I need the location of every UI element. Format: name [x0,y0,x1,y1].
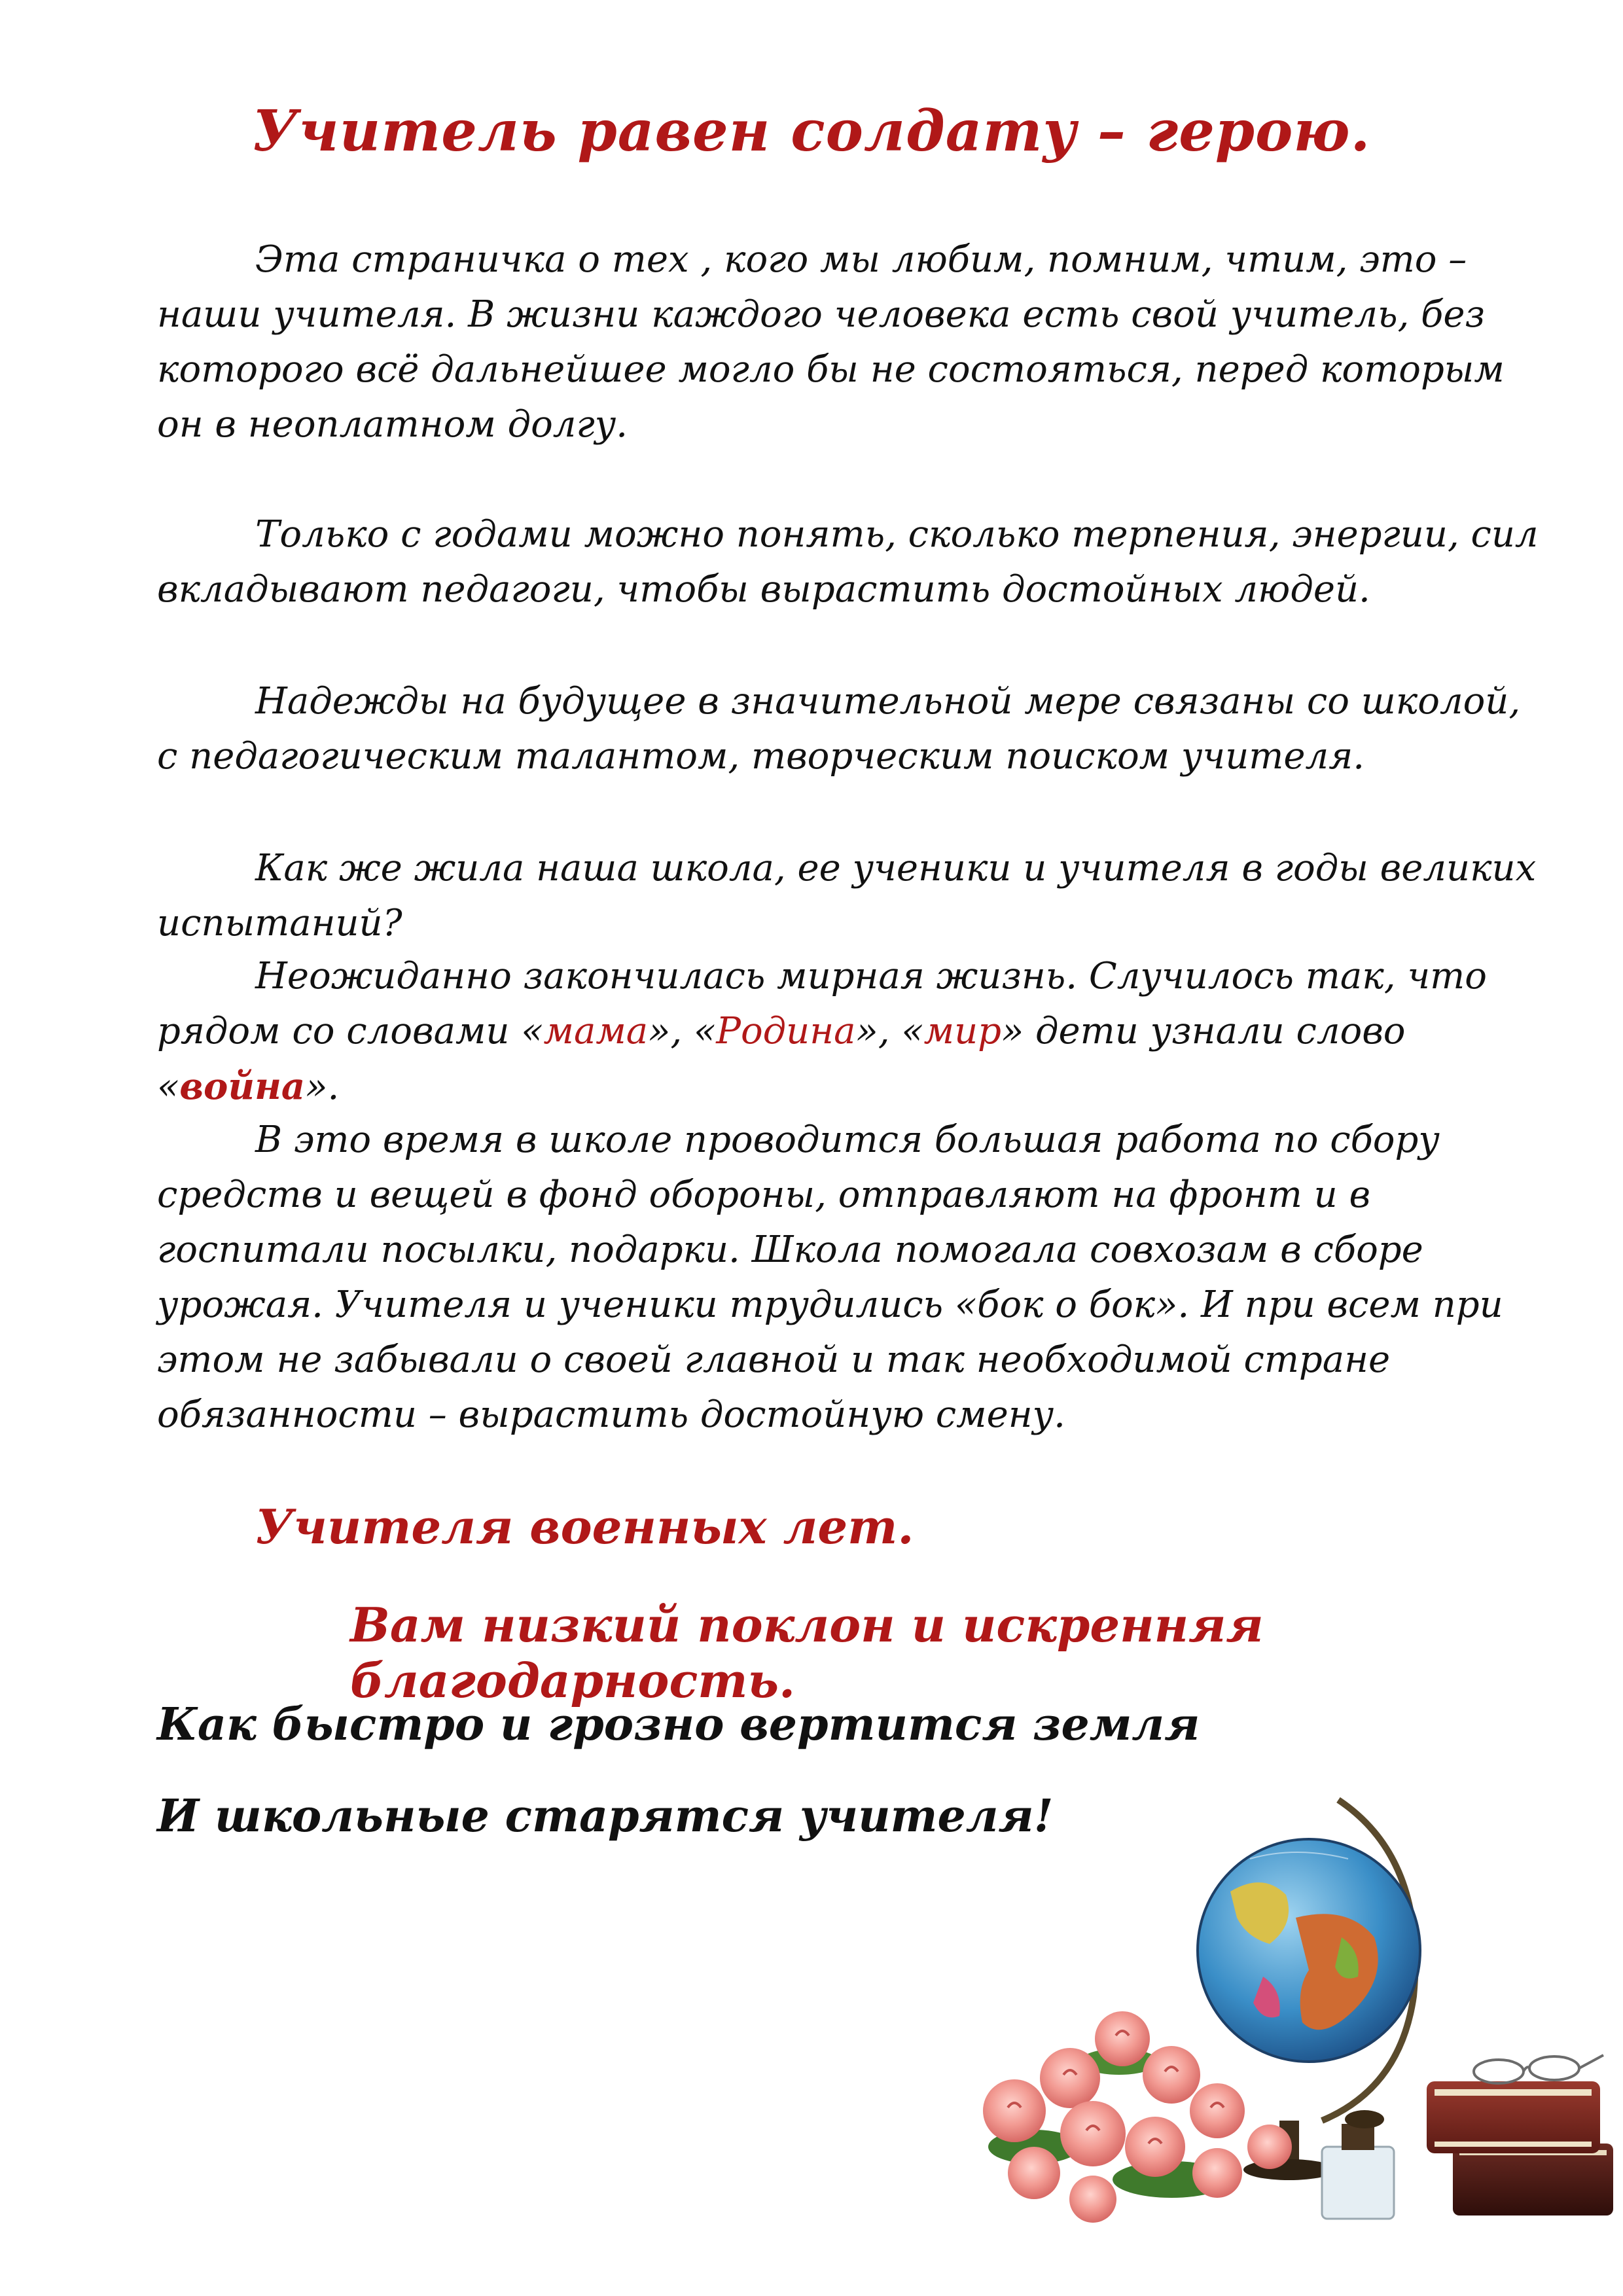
war-text-before: Неожиданно закончилась мирная жизнь. Случилось так, что рядом со словами « [157,955,1487,1052]
word-mir: мир [923,1010,1001,1052]
word-rodina: Родина [716,1010,856,1052]
word-voyna: война [179,1065,306,1108]
heading-teachers-war-years: Учителя военных лет. [255,1499,914,1554]
heading-gratitude: Вам низкий поклон и искренняя благодарность. [350,1597,1264,1708]
paragraph-war-began [157,949,1544,1115]
page-title: Учитель равен солдату – герою. [252,98,1371,164]
paragraph-intro: Эта страничка о тех , кого мы любим, помним, чтим, это – наши учителя. В жизни каждого человека есть свой учитель, без которого всё дальнейшее могло бы не состояться, перед которым он в неоплатном долгу. [157,238,1505,446]
glasses [1474,2055,1603,2083]
paragraph-school-work: В это время в школе проводится большая работа по сбору средств и вещей в фонд обороны, отправляют на фронт и в госпитали посылки, подарки. Школа помогала совхозам в сборе урожая. Учителя и ученики трудились «бок о бок». И при всем при этом не забывали о своей главной и так необходимой стране обязанности – вырастить достойную смену. [157,1119,1503,1436]
war-text-sep2: », « [855,1010,924,1052]
war-text-after: ». [305,1066,340,1108]
war-text-mid: » дети узнали слово « [157,1010,1406,1108]
globe-roses-books-illustration [955,1780,1616,2251]
paragraph-question: Как же жила наша школа, ее ученики и учителя в годы великих испытаний? [157,847,1537,944]
inkwell [1322,2110,1394,2219]
war-text-sep1: », « [648,1010,717,1052]
verse-line-2: И школьные старятся учителя! [157,1790,1054,1842]
paragraph-patience: Только с годами можно понять, сколько терпения, энергии, сил вкладывают педагоги, чтобы вырастить достойных людей. [157,513,1539,611]
books [1427,2081,1613,2215]
verse-line-1: Как быстро и грозно вертится земля [157,1698,1200,1751]
paragraph-hopes: Надежды на будущее в значительной мере связаны со школой, с педагогическим талантом, творческим поиском учителя. [157,680,1521,778]
word-mama: мама [543,1010,649,1052]
